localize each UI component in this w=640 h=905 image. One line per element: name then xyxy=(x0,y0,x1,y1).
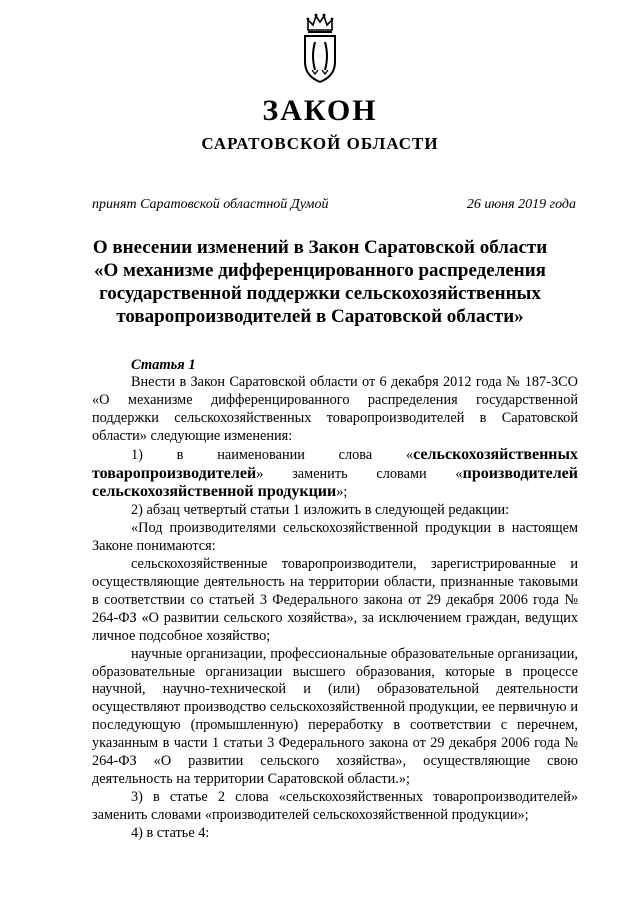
text-run: »; xyxy=(336,484,348,501)
law-heading-line: товаропроизводителей в Саратовской области» xyxy=(116,306,524,327)
text-run: » заменить словами « xyxy=(256,465,463,482)
paragraph: 3) в статье 2 слова «сельскохозяйственных товаропроизводителей» заменить словами «производителей сельскохозяйственной продукции»; xyxy=(92,788,578,823)
paragraph: Внести в Закон Саратовской области от 6 декабря 2012 года № 187-ЗСО «О механизме дифференцированного распределения государственной поддержки сельскохозяйственных товаропроизводителей в Саратовской области» следующие изменения: xyxy=(92,374,578,444)
paragraph: сельскохозяйственные товаропроизводители, зарегистрированные и осуществляющие деятельность на территории области, признанные таковыми в соответствии со статьей 3 Федерального закона от 29 декабря 2006 года № 264-ФЗ «О развитии сельского хозяйства», за исключением граждан, ведущих личное подсобное хозяйство; xyxy=(92,556,578,644)
law-heading-line: государственной поддержки сельскохозяйственных xyxy=(99,283,541,304)
article-title: Статья 1 xyxy=(131,357,196,373)
bold-text-run: сельскохозяйственных товаропроизводителей xyxy=(92,445,578,482)
law-heading xyxy=(60,236,580,328)
text-run: 1) в наименовании слова « xyxy=(131,446,414,463)
article-body xyxy=(92,374,578,843)
paragraph: 4) в статье 4: xyxy=(131,824,210,841)
paragraph: научные организации, профессиональные образовательные организации, образовательные организации высшего образования, которые в процессе научной, научно-технической и (или) образовательной деятельности осуществляют производство сельскохозяйственной продукции, ее первичную и последующую (промышленную) переработку в соответствии с перечнем, указанным в части 1 статьи 3 Федерального закона от 29 декабря 2006 года № 264-ФЗ «О развитии сельского хозяйства», осуществляющие свою деятельность на территории Саратовской области.»; xyxy=(92,645,578,787)
paragraph: 2) абзац четвертый статьи 1 изложить в следующей редакции: xyxy=(131,502,510,519)
document-title: ЗАКОН xyxy=(262,94,378,127)
saratov-coat-of-arms-icon xyxy=(300,12,340,84)
paragraph-item-1 xyxy=(92,446,578,503)
bold-text-run: производителей сельскохозяйственной продукции xyxy=(92,464,578,501)
adoption-note: принят Саратовской областной Думой xyxy=(92,197,329,212)
law-heading-line: «О механизме дифференцированного распределения xyxy=(94,260,546,281)
paragraph: «Под производителями сельскохозяйственной продукции в настоящем Законе понимаются: xyxy=(92,520,578,555)
law-heading-line: О внесении изменений в Закон Саратовской области xyxy=(92,237,548,258)
adoption-date: 26 июня 2019 года xyxy=(466,197,576,212)
document-subtitle: САРАТОВСКОЙ ОБЛАСТИ xyxy=(201,134,439,153)
